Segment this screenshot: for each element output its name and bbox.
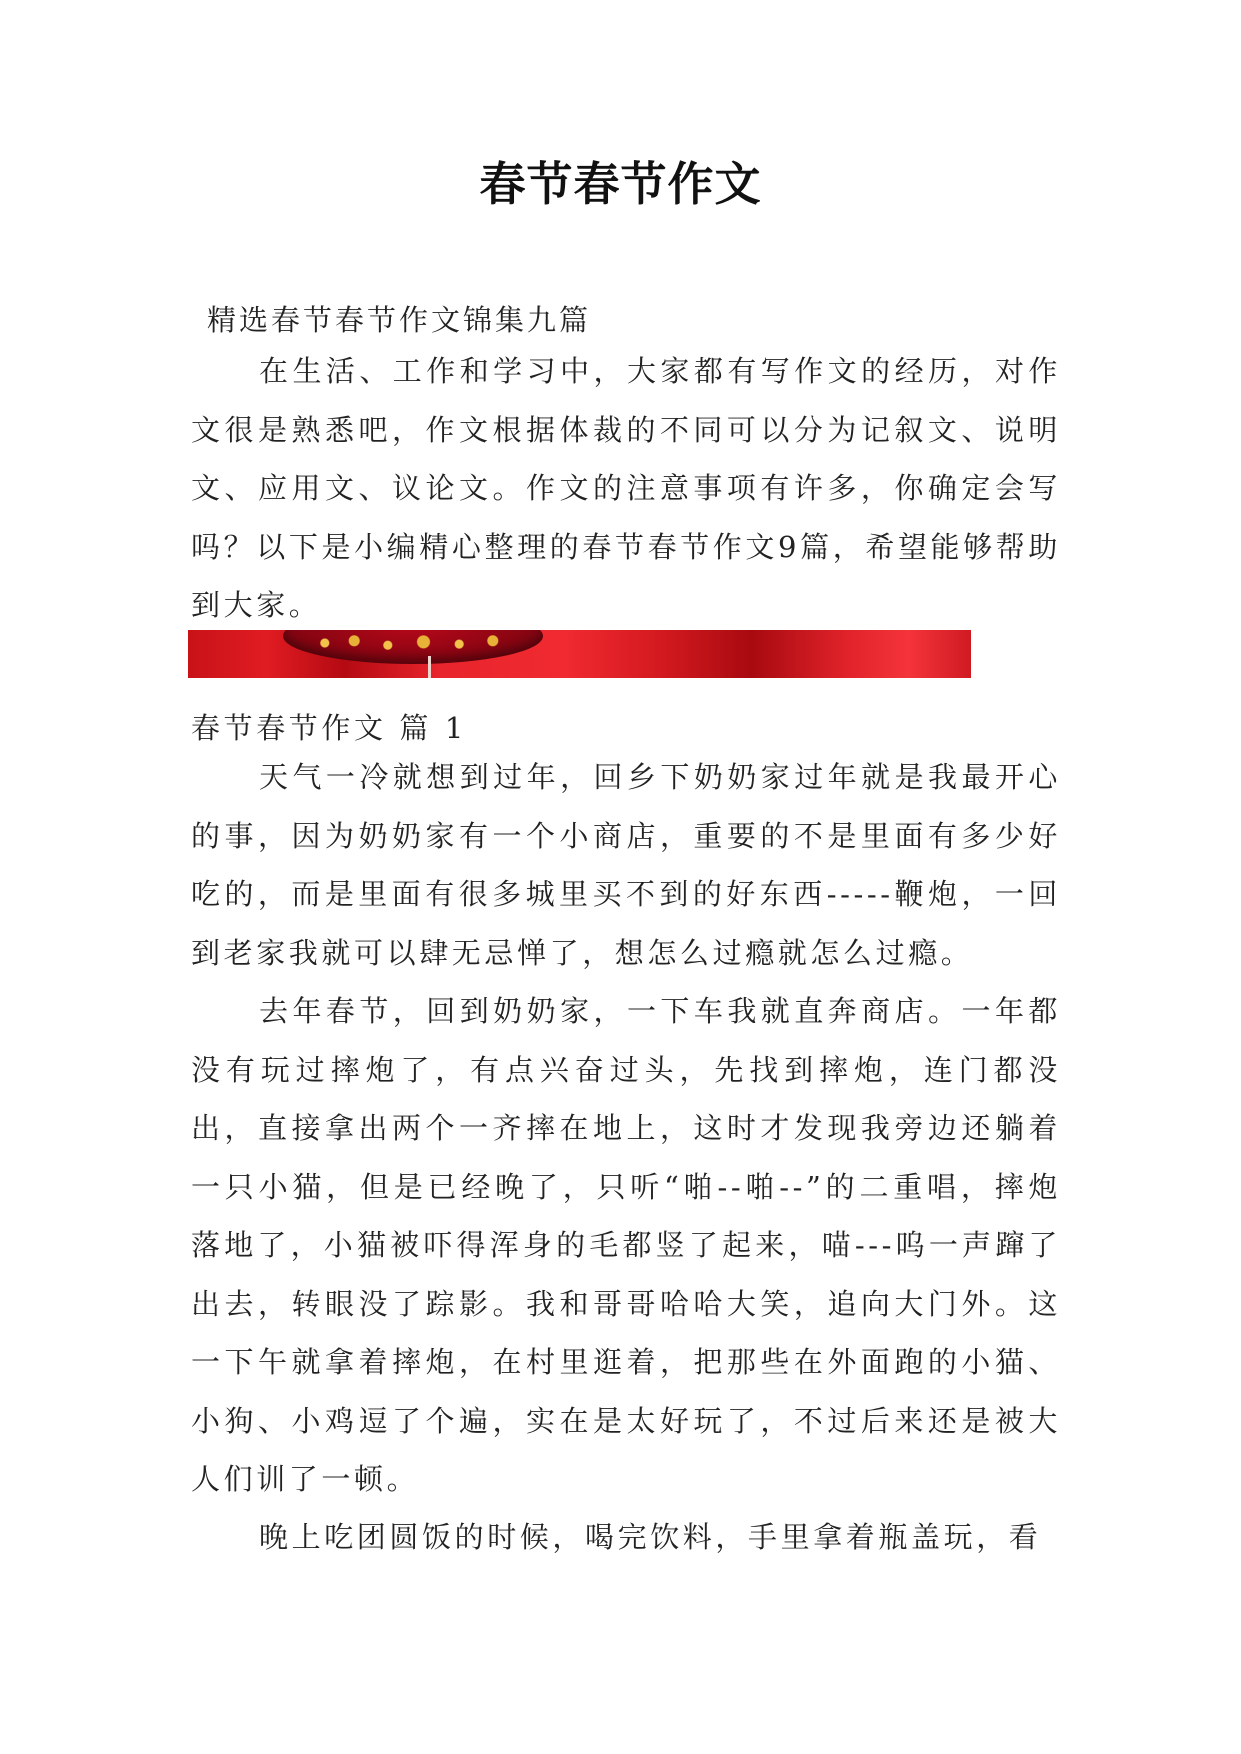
body-paragraph: 天气一冷就想到过年，回乡下奶奶家过年就是我最开心的事，因为奶奶家有一个小商店，重要的不是里面有多少好吃的，而是里面有很多城里买不到的好东西-----鞭炮，一回到老家我就可以肆无忌惮了，想怎么过瘾就怎么过瘾。 (191, 760, 1061, 970)
body-paragraph: 去年春节，回到奶奶家，一下车我就直奔商店。一年都没有玩过摔炮了，有点兴奋过头，先找到摔炮，连门都没出，直接拿出两个一齐摔在地上，这时才发现我旁边还躺着一只小猫，但是已经晚了，只听“啪--啪--”的二重唱，摔炮落地了，小猫被吓得浑身的毛都竖了起来，喵---呜一声蹿了出去，转眼没了踪影。我和哥哥哈哈大笑，追向大门外。这一下午就拿着摔炮，在村里逛着，把那些在外面跑的小猫、小狗、小鸡逗了个遍，实在是太好玩了，不过后来还是被大人们训了一顿。 (191, 994, 1061, 1496)
spring-festival-lantern-image (188, 630, 971, 678)
section-heading: 春节春节作文 篇 1 (191, 711, 467, 745)
lantern-string (428, 656, 431, 678)
document-subtitle: 精选春节春节作文锦集九篇 (207, 303, 592, 337)
body-paragraph: 晚上吃团圆饭的时候，喝完饮料，手里拿着瓶盖玩，看 (259, 1520, 1042, 1554)
intro-paragraph: 在生活、工作和学习中，大家都有写作文的经历，对作文很是熟悉吧，作文根据体裁的不同可以分为记叙文、说明文、应用文、议论文。作文的注意事项有许多，你确定会写吗？以下是小编精心整理的春节春节作文9篇，希望能够帮助到大家。 (191, 354, 1061, 622)
lantern-gold-pattern (308, 632, 518, 654)
document-title: 春节春节作文 (479, 157, 762, 211)
